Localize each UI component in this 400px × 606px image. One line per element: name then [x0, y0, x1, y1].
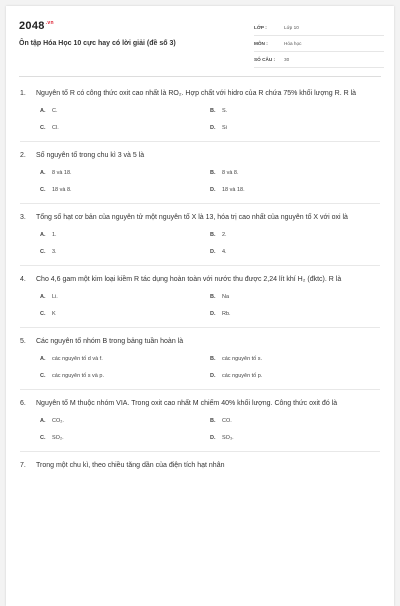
document-title: Ôn tập Hóa Học 10 cực hay có lời giải (đề số 3): [19, 40, 176, 47]
option-letter: B.: [210, 294, 216, 300]
site-logo[interactable]: [19, 20, 54, 32]
question-text: Nguyên tố M thuộc nhóm VIA. Trong oxit cao nhất M chiếm 40% khối lượng. Công thức oxit đó là: [36, 400, 338, 407]
meta-value: Lớp 10: [284, 25, 299, 30]
option-letter: C.: [40, 187, 46, 193]
answer-option[interactable]: [210, 309, 380, 319]
option-text: 18 và 18.: [222, 187, 245, 193]
answer-option[interactable]: [40, 123, 210, 133]
option-letter: B.: [210, 108, 216, 114]
answer-options: [40, 106, 380, 133]
option-letter: D.: [210, 435, 216, 441]
meta-label: LỚP :: [254, 25, 267, 30]
option-letter: D.: [210, 373, 216, 379]
option-letter: A.: [40, 294, 46, 300]
answer-options: [40, 168, 380, 195]
question-number: 7.: [20, 462, 26, 469]
answer-options: [40, 230, 380, 257]
question-number: 4.: [20, 276, 26, 283]
question-list: [6, 88, 394, 472]
answer-option[interactable]: [40, 106, 210, 116]
question-text: Cho 4,6 gam một kim loại kiềm R tác dụng hoàn toàn với nước thu được 2,24 lít khí H₂ (đktc). R là: [36, 276, 342, 283]
question-stem: [20, 460, 380, 472]
option-letter: A.: [40, 170, 46, 176]
option-letter: C.: [40, 435, 46, 441]
answer-option[interactable]: [40, 168, 210, 178]
meta-value: 30: [284, 57, 290, 62]
document-meta: [254, 20, 384, 68]
question-number: 6.: [20, 400, 26, 407]
question-stem: [20, 336, 380, 348]
option-letter: D.: [210, 125, 216, 131]
answer-option[interactable]: [210, 230, 380, 240]
answer-option[interactable]: [210, 416, 380, 426]
question-divider: [20, 203, 380, 204]
option-text: Na: [222, 294, 230, 300]
logo-text: 2048: [19, 20, 45, 32]
meta-row-subject: [254, 36, 384, 52]
option-letter: A.: [40, 356, 46, 362]
question-3: [6, 212, 394, 257]
question-divider: [20, 389, 380, 390]
question-number: 1.: [20, 90, 26, 97]
option-text: 8 và 8.: [222, 170, 239, 176]
question-number: 3.: [20, 214, 26, 221]
document-page: [6, 6, 394, 606]
option-letter: C.: [40, 373, 46, 379]
option-text: 3.: [52, 249, 57, 255]
answer-option[interactable]: [210, 168, 380, 178]
answer-option[interactable]: [210, 354, 380, 364]
option-text: SO₂.: [52, 435, 64, 441]
question-text: Các nguyên tố nhóm B trong bảng tuần hoàn là: [36, 338, 184, 345]
option-letter: B.: [210, 418, 216, 424]
option-text: các nguyên tố p.: [222, 373, 263, 379]
option-text: Si: [222, 125, 227, 131]
option-text: C.: [52, 108, 58, 114]
question-stem: [20, 150, 380, 162]
answer-options: [40, 354, 380, 381]
answer-option[interactable]: [40, 185, 210, 195]
question-5: [6, 336, 394, 381]
question-stem: [20, 212, 380, 224]
meta-value: Hóa học: [284, 41, 302, 46]
question-4: [6, 274, 394, 319]
option-letter: B.: [210, 170, 216, 176]
answer-option[interactable]: [210, 433, 380, 443]
answer-option[interactable]: [210, 371, 380, 381]
option-text: CO.: [222, 418, 232, 424]
answer-option[interactable]: [40, 292, 210, 302]
meta-label: MÔN :: [254, 41, 268, 46]
option-letter: C.: [40, 311, 46, 317]
header-divider: [19, 76, 381, 77]
question-number: 5.: [20, 338, 26, 345]
option-letter: D.: [210, 187, 216, 193]
option-letter: A.: [40, 108, 46, 114]
option-text: các nguyên tố d và f.: [52, 356, 103, 362]
option-letter: A.: [40, 232, 46, 238]
answer-option[interactable]: [40, 371, 210, 381]
option-text: K: [52, 311, 56, 317]
option-text: S.: [222, 108, 228, 114]
answer-option[interactable]: [40, 309, 210, 319]
answer-option[interactable]: [40, 230, 210, 240]
option-letter: D.: [210, 311, 216, 317]
answer-option[interactable]: [40, 354, 210, 364]
question-text: Số nguyên tố trong chu kì 3 và 5 là: [36, 152, 145, 159]
question-1: [6, 88, 394, 133]
question-divider: [20, 265, 380, 266]
question-text: Trong một chu kì, theo chiều tăng dần của điện tích hạt nhân: [36, 462, 225, 469]
question-text: Tổng số hạt cơ bản của nguyên tử một nguyên tố X là 13, hóa trị cao nhất của nguyên tố X với oxi là: [36, 214, 348, 221]
document-header: [6, 6, 394, 68]
option-text: SO₃.: [222, 435, 234, 441]
question-2: [6, 150, 394, 195]
answer-option[interactable]: [210, 185, 380, 195]
option-text: 2.: [222, 232, 227, 238]
question-stem: [20, 398, 380, 410]
option-letter: B.: [210, 232, 216, 238]
answer-option[interactable]: [210, 247, 380, 257]
meta-row-count: [254, 52, 384, 68]
option-text: 8 và 18.: [52, 170, 72, 176]
answer-options: [40, 416, 380, 443]
answer-option[interactable]: [40, 247, 210, 257]
question-7: [6, 460, 394, 472]
option-text: Rb.: [222, 311, 231, 317]
option-letter: C.: [40, 249, 46, 255]
answer-option[interactable]: [210, 292, 380, 302]
question-divider: [20, 327, 380, 328]
option-text: các nguyên tố s và p.: [52, 373, 104, 379]
option-letter: B.: [210, 356, 216, 362]
answer-option[interactable]: [40, 416, 210, 426]
meta-label: SỐ CÂU :: [254, 57, 276, 62]
option-letter: C.: [40, 125, 46, 131]
meta-row-class: [254, 20, 384, 36]
answer-options: [40, 292, 380, 319]
option-text: Li.: [52, 294, 58, 300]
option-text: các nguyên tố s.: [222, 356, 263, 362]
option-letter: D.: [210, 249, 216, 255]
question-divider: [20, 141, 380, 142]
question-stem: [20, 88, 380, 100]
answer-option[interactable]: [210, 106, 380, 116]
option-text: 1.: [52, 232, 57, 238]
option-text: Cl.: [52, 125, 59, 131]
option-text: 4.: [222, 249, 227, 255]
answer-option[interactable]: [210, 123, 380, 133]
question-number: 2.: [20, 152, 26, 159]
question-6: [6, 398, 394, 443]
option-text: 18 và 8.: [52, 187, 72, 193]
logo-suffix: .vn: [45, 20, 54, 26]
question-stem: [20, 274, 380, 286]
option-letter: A.: [40, 418, 46, 424]
question-text: Nguyên tố R có công thức oxit cao nhất là RO₂. Hợp chất với hidro của R chứa 75% khối lượng R. R là: [36, 90, 357, 97]
answer-option[interactable]: [40, 433, 210, 443]
question-divider: [20, 451, 380, 452]
option-text: CO₂.: [52, 418, 64, 424]
